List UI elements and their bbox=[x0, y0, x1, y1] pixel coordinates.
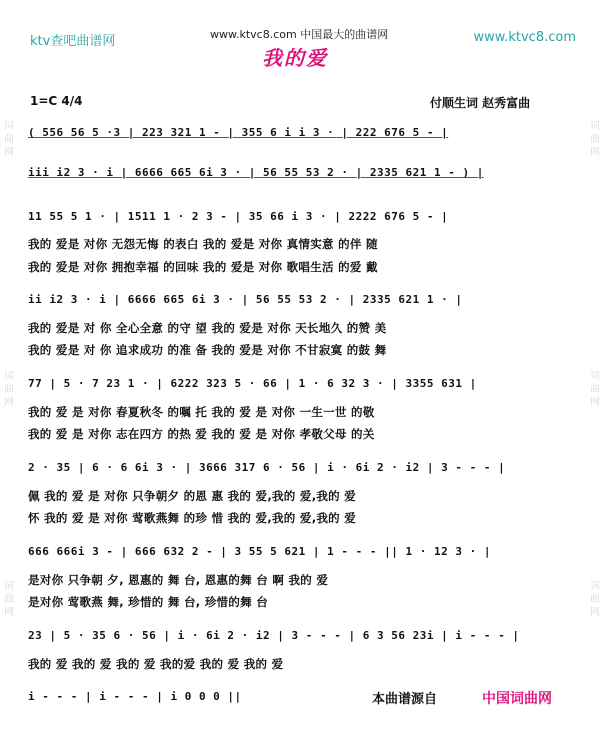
score-line-4: ii i2 3 · i | 6666 665 6i 3 · | 56 55 53 2 · | 2335 621 1 · | bbox=[28, 293, 463, 306]
song-title: 我的爱 bbox=[262, 46, 328, 70]
side-watermark-right: 词 曲 网 bbox=[590, 121, 600, 158]
score-line-1: ( 556 56 5 ·3 | 223 321 1 - | 355 6 i i 3 · | 222 676 5 - | bbox=[28, 126, 449, 139]
credits: 付顺生词 赵秀富曲 bbox=[430, 96, 531, 110]
score-line-6: 2 · 35 | 6 · 6 6i 3 · | 3666 317 6 · 56 | i · 6i 2 · i2 | 3 - - - | bbox=[28, 461, 506, 474]
side-watermark-left: 词 曲 网 bbox=[4, 121, 14, 158]
watermark-right: www.ktvc8.com bbox=[473, 30, 576, 45]
lyric-line-3: 我的 爱是 对 你 全心全意 的守 望 我的 爱是 对你 天长地久 的赞 美 bbox=[28, 321, 387, 335]
footer-source-label: 本曲谱源自 bbox=[372, 692, 438, 707]
watermark-center: www.ktvc8.com 中国最大的曲谱网 bbox=[210, 28, 389, 41]
side-watermark-left-2: 词 曲 网 bbox=[4, 371, 14, 408]
side-watermark-left-3: 词 曲 网 bbox=[4, 581, 14, 618]
score-line-5: 77 | 5 · 7 23 1 · | 6222 323 5 · 66 | 1 · 6 32 3 · | 3355 631 | bbox=[28, 377, 477, 390]
score-line-8: 23 | 5 · 35 6 · 56 | i · 6i 2 · i2 | 3 - - - | 6 3 56 23i | i - - - | bbox=[28, 629, 520, 642]
lyric-line-6: 我的 爱 是 对你 志在四方 的热 爱 我的 爱 是 对你 孝敬父母 的关 bbox=[28, 427, 375, 441]
lyric-line-1: 我的 爱是 对你 无怨无悔 的表白 我的 爱是 对你 真情实意 的伴 随 bbox=[28, 237, 378, 251]
watermark-left: ktv查吧曲谱网 bbox=[30, 34, 116, 49]
lyric-line-9: 是对你 只争朝 夕, 恩惠的 舞 台, 恩惠的舞 台 啊 我的 爱 bbox=[28, 573, 329, 587]
side-watermark-right-2: 词 曲 网 bbox=[590, 371, 600, 408]
lyric-line-4: 我的 爱是 对 你 追求成功 的准 备 我的 爱是 对你 不甘寂寞 的鼓 舞 bbox=[28, 343, 387, 357]
lyric-line-11: 我的 爱 我的 爱 我的 爱 我的爱 我的 爱 我的 爱 bbox=[28, 657, 284, 671]
footer-source-site: 中国词曲网 bbox=[482, 691, 552, 707]
score-line-2: iii i2 3 · i | 6666 665 6i 3 · | 56 55 53 2 · | 2335 621 1 - ) | bbox=[28, 166, 484, 179]
lyric-line-5: 我的 爱 是 对你 春夏秋冬 的嘱 托 我的 爱 是 对你 一生一世 的敬 bbox=[28, 405, 375, 419]
score-line-3: 11 55 5 1 · | 1511 1 · 2 3 - | 35 66 i 3 · | 2222 676 5 - | bbox=[28, 210, 449, 223]
lyric-line-8: 怀 我的 爱 是 对你 莺歌燕舞 的珍 惜 我的 爱,我的 爱,我的 爱 bbox=[28, 511, 357, 525]
key-signature: 1=C 4/4 bbox=[30, 94, 83, 108]
score-line-9: i - - - | i - - - | i 0 0 0 || bbox=[28, 690, 242, 703]
score-line-7: 666 666i 3 - | 666 632 2 - | 3 55 5 621 | 1 - - - || 1 · 12 3 · | bbox=[28, 545, 491, 558]
side-watermark-right-3: 词 曲 网 bbox=[590, 581, 600, 618]
lyric-line-7: 佩 我的 爱 是 对你 只争朝夕 的恩 惠 我的 爱,我的 爱,我的 爱 bbox=[28, 489, 357, 503]
lyric-line-10: 是对你 莺歌燕 舞, 珍惜的 舞 台, 珍惜的舞 台 bbox=[28, 595, 269, 609]
lyric-line-2: 我的 爱是 对你 拥抱幸福 的回味 我的 爱是 对你 歌唱生活 的爱 戴 bbox=[28, 260, 378, 274]
